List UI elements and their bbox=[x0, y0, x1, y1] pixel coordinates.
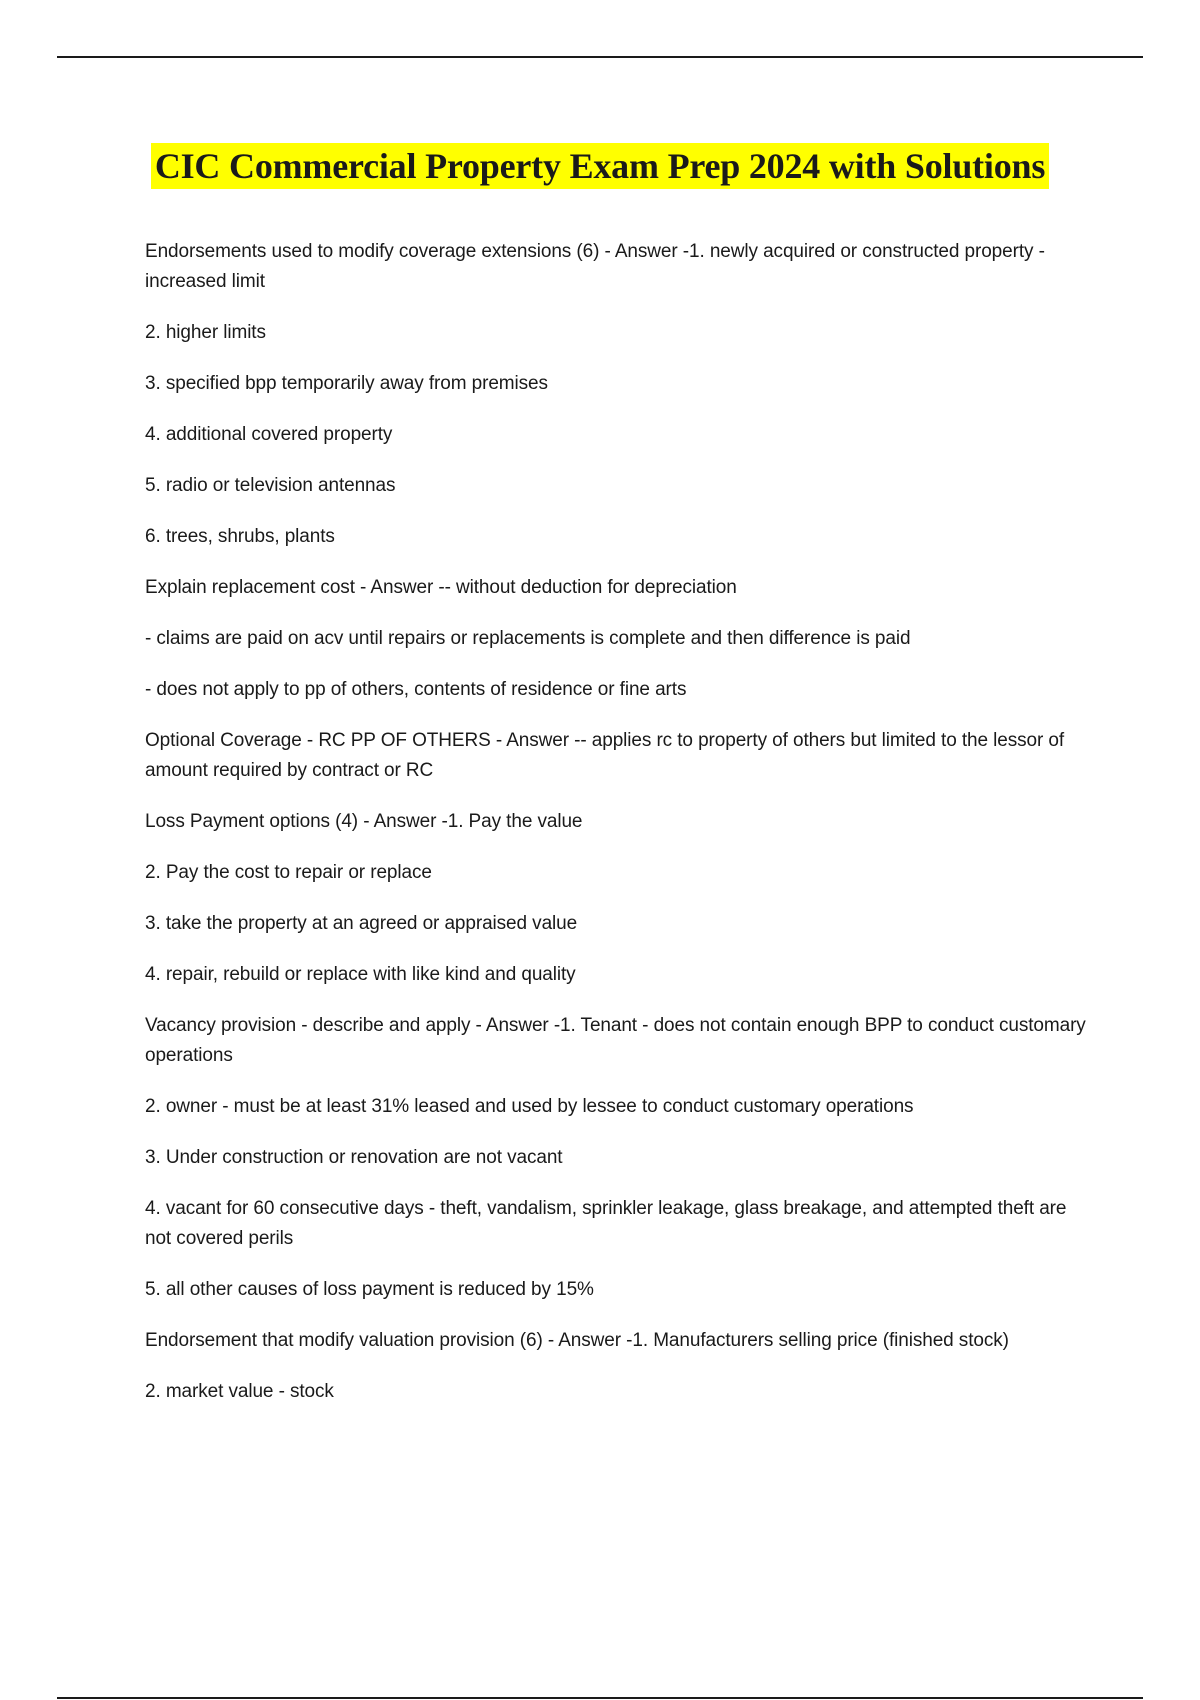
paragraph: Vacancy provision - describe and apply - Answer -1. Tenant - does not contain enough BPP to conduct customary operations bbox=[145, 1015, 1086, 1066]
title-container bbox=[0, 143, 1200, 189]
paragraph: 3. take the property at an agreed or appraised value bbox=[145, 913, 578, 934]
paragraph: Explain replacement cost - Answer -- without deduction for depreciation bbox=[145, 577, 737, 598]
paragraph: 3. specified bpp temporarily away from premises bbox=[145, 373, 548, 394]
paragraph: 6. trees, shrubs, plants bbox=[145, 526, 335, 547]
paragraph: Loss Payment options (4) - Answer -1. Pay the value bbox=[145, 811, 583, 832]
paragraph: 2. market value - stock bbox=[145, 1381, 334, 1402]
paragraph: Endorsement that modify valuation provision (6) - Answer -1. Manufacturers selling price (finished stock) bbox=[145, 1330, 1009, 1351]
paragraph: 4. additional covered property bbox=[145, 424, 393, 445]
paragraph: 3. Under construction or renovation are not vacant bbox=[145, 1147, 563, 1168]
paragraph: 2. Pay the cost to repair or replace bbox=[145, 862, 432, 883]
paragraph: Endorsements used to modify coverage extensions (6) - Answer -1. newly acquired or constructed property - increased limit bbox=[145, 241, 1045, 292]
paragraph: 4. vacant for 60 consecutive days - theft, vandalism, sprinkler leakage, glass breakage, and attempted theft are not covered perils bbox=[145, 1198, 1067, 1249]
paragraph: 5. all other causes of loss payment is reduced by 15% bbox=[145, 1279, 594, 1300]
paragraph: 4. repair, rebuild or replace with like kind and quality bbox=[145, 964, 576, 985]
bottom-rule bbox=[57, 1697, 1143, 1699]
paragraph: Optional Coverage - RC PP OF OTHERS - Answer -- applies rc to property of others but limited to the lessor of amount required by contract or RC bbox=[145, 730, 1065, 781]
paragraph: - does not apply to pp of others, contents of residence or fine arts bbox=[145, 679, 687, 700]
paragraph: 2. owner - must be at least 31% leased and used by lessee to conduct customary operations bbox=[145, 1096, 914, 1117]
top-rule bbox=[57, 56, 1143, 58]
document-title: CIC Commercial Property Exam Prep 2024 with Solutions bbox=[151, 143, 1049, 189]
document-body bbox=[145, 237, 1095, 1428]
paragraph: - claims are paid on acv until repairs or replacements is complete and then difference is paid bbox=[145, 628, 911, 649]
paragraph: 5. radio or television antennas bbox=[145, 475, 396, 496]
paragraph: 2. higher limits bbox=[145, 322, 266, 343]
